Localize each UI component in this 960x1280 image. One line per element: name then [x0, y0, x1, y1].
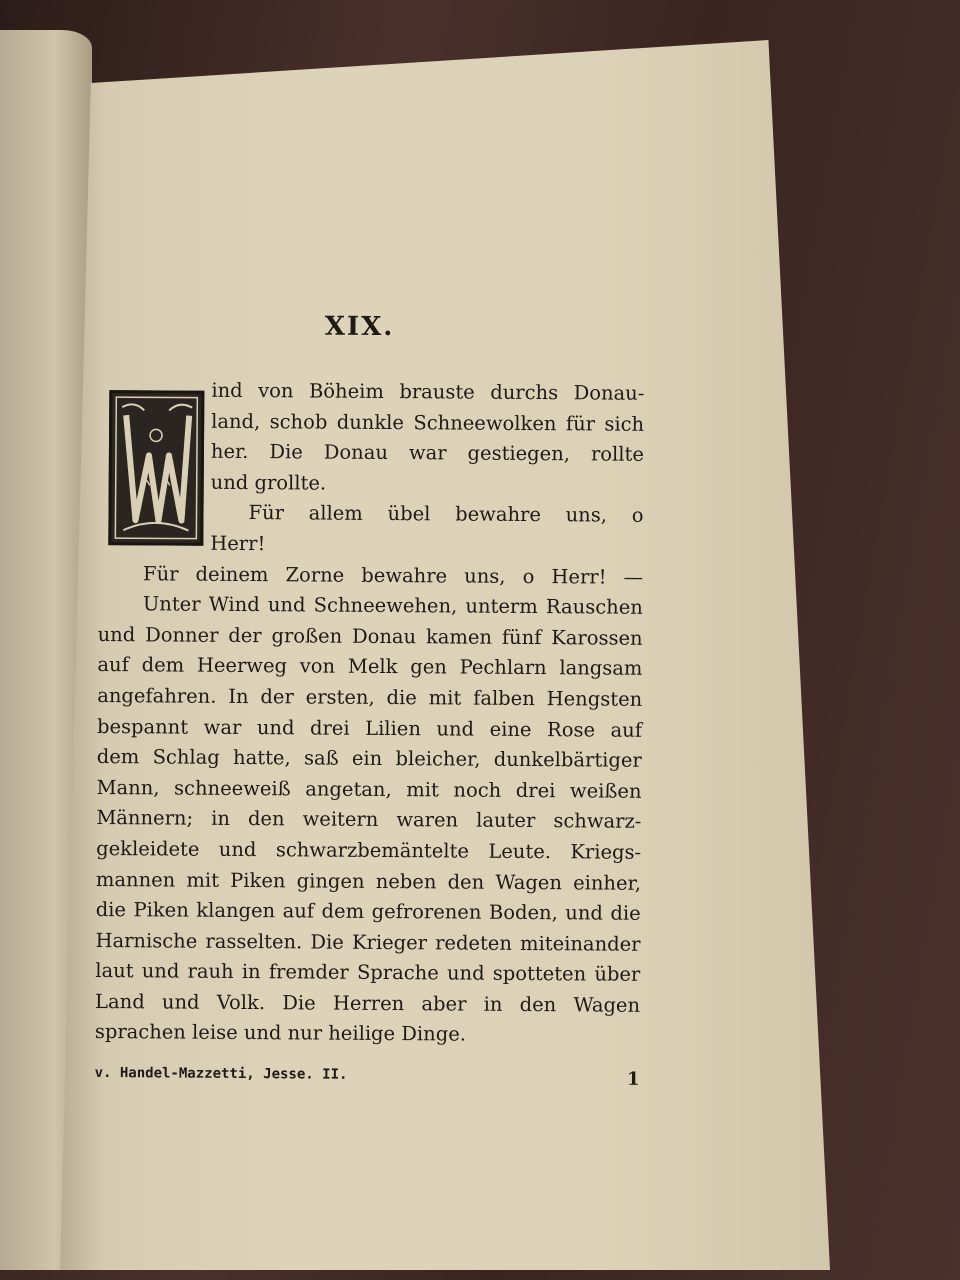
text-line: Harnische rasselten. Die Krieger redeten miteinander: [95, 928, 641, 956]
text-line: die Piken klangen auf dem gefrorenen Boden, und die: [95, 898, 641, 925]
text-line: her. Die Donau war gestiegen, rollte: [210, 439, 645, 466]
text-line: Mann, schneeweiß angetan, mit noch drei weißen: [96, 775, 642, 803]
text-line: sprachen leise und nur heilige Dinge.: [94, 1020, 467, 1047]
text-line: gekleidete und schwarzbemäntelte Leute. Kriegs-: [96, 836, 642, 864]
text-line: laut und rauh in fremder Sprache und spotteten über: [95, 959, 641, 987]
page-footer: [95, 1065, 640, 1090]
text-line: mannen mit Piken gingen neben den Wagen einher,: [95, 867, 642, 895]
text-line: land, schob dunkle Schneewolken für sich: [211, 409, 645, 436]
text-line: Land und Volk. Die Herren aber in den Wagen: [95, 989, 641, 1017]
body-text: [95, 375, 645, 1052]
text-line: und Donner der großen Donau kamen fünf Karossen: [97, 622, 643, 650]
text-line: Für allem übel bewahre uns, o: [248, 501, 644, 528]
text-line: ind von Böheim brauste durchs Donau-: [211, 378, 645, 405]
text-line: bespannt war und drei Lilien und eine Rose auf: [96, 714, 643, 742]
chapter-heading: XIX.: [324, 311, 395, 343]
text-line: Herr!: [210, 531, 266, 556]
page-number: 1: [626, 1068, 640, 1090]
text-line: und grollte.: [210, 470, 327, 495]
text-line: dem Schlag hatte, saß ein bleicher, dunkelbärtiger: [96, 745, 642, 772]
text-line: Unter Wind und Schneewehen, unterm Rauschen: [142, 592, 643, 619]
text-line: angefahren. In der ersten, die mit falben Hengsten: [97, 683, 643, 711]
printer-signature: v. Handel-Mazzetti, Jesse. II.: [94, 1064, 348, 1083]
text-line: Für deinem Zorne bewahre uns, o Herr! —: [143, 561, 644, 589]
text-line: Männern; in den weitern waren lauter schwarz-: [96, 806, 642, 834]
text-line: auf dem Heerweg von Melk gen Pechlarn langsam: [97, 653, 643, 681]
